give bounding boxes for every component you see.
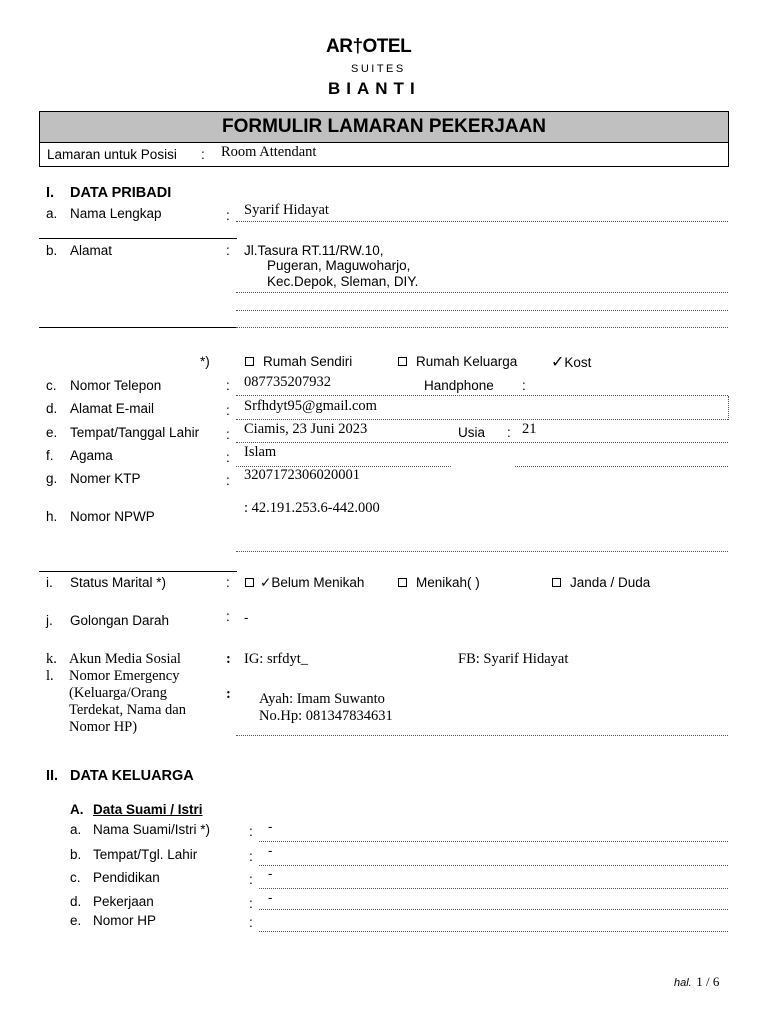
address-line [236, 292, 728, 293]
blood-colon: : [226, 609, 230, 624]
age-value[interactable]: 21 [522, 421, 537, 437]
spouse-row-letter: e. [70, 913, 82, 928]
birth-line [236, 442, 728, 443]
spouse-row-colon: : [249, 849, 253, 864]
phone-colon: : [226, 378, 230, 393]
ktp-colon: : [226, 473, 230, 488]
address-colon: : [226, 243, 230, 258]
npwp-letter: h. [46, 509, 58, 524]
position-value[interactable]: Room Attendant [221, 144, 317, 160]
residence-option-own[interactable] [245, 354, 352, 369]
spouse-row-line [259, 841, 728, 842]
ktp-label: Nomer KTP [70, 471, 141, 486]
phone-line [236, 395, 728, 396]
check-icon: ✓ [260, 575, 272, 590]
marital-option-widowed[interactable] [552, 575, 650, 590]
spouse-row-label: Pekerjaan [93, 894, 154, 909]
marital-widowed-label: Janda / Duda [570, 575, 651, 590]
spouse-row-letter: a. [70, 822, 82, 837]
form-title: FORMULIR LAMARAN PEKERJAAN [221, 116, 547, 137]
marital-married-label: Menikah( ) [416, 575, 480, 590]
section-1-title: DATA PRIBADI [70, 185, 172, 201]
spouse-row-value[interactable]: - [268, 866, 273, 881]
emergency-colon: : [226, 686, 231, 702]
npwp-label: Nomor NPWP [70, 509, 155, 524]
position-label: Lamaran untuk Posisi [47, 147, 177, 162]
spouse-row-value[interactable]: - [268, 843, 273, 858]
spouse-row-label: Nomor HP [93, 913, 157, 928]
checkbox-icon[interactable] [245, 578, 254, 587]
section-2-number: II. [46, 768, 59, 784]
address-line2[interactable]: Pugeran, Maguwoharjo, [267, 258, 411, 273]
social-fb[interactable]: FB: Syarif Hidayat [458, 651, 569, 667]
handphone-colon: : [522, 378, 526, 393]
marital-colon: : [226, 575, 230, 590]
logo-bianti: BIANTI [328, 79, 421, 98]
address-line [236, 310, 728, 311]
age-label: Usia [458, 425, 486, 440]
address-line3[interactable]: Kec.Depok, Sleman, DIY. [267, 274, 419, 289]
section-2-title: DATA KELUARGA [70, 768, 194, 784]
handphone-label: Handphone [424, 378, 494, 393]
blood-value[interactable]: - [244, 610, 249, 625]
spouse-row-value[interactable]: - [268, 819, 273, 834]
phone-label: Nomor Telepon [70, 378, 162, 393]
religion-line-right [515, 466, 728, 467]
email-line [236, 419, 728, 420]
logo-artotel: AR†OTEL [326, 36, 412, 57]
spouse-row-label: Tempat/Tgl. Lahir [93, 847, 198, 862]
religion-label: Agama [70, 448, 113, 463]
checkbox-icon[interactable] [552, 578, 561, 587]
residence-option-kost[interactable] [551, 352, 591, 372]
phone-value[interactable]: 087735207932 [244, 374, 331, 390]
spouse-row-letter: c. [70, 870, 81, 885]
birth-colon: : [226, 427, 230, 442]
page-number: 1 / 6 [696, 974, 720, 989]
emergency-value-line1[interactable]: Ayah: Imam Suwanto [259, 691, 385, 707]
emergency-letter: l. [46, 668, 54, 684]
spouse-row-value[interactable]: - [268, 890, 273, 905]
divider [39, 327, 237, 328]
name-line [236, 221, 728, 222]
birth-letter: e. [46, 425, 58, 440]
page-hal-label: hal. [674, 977, 692, 989]
divider [39, 238, 237, 239]
ktp-value[interactable]: 3207172306020001 [244, 467, 360, 483]
emergency-label-line4: Nomor HP) [69, 719, 138, 735]
marital-single-label: Belum Menikah [271, 575, 365, 590]
spouse-row-line [259, 865, 728, 866]
spouse-row-line [259, 909, 728, 910]
spouse-row-label: Pendidikan [93, 870, 160, 885]
birth-value[interactable]: Ciamis, 23 Juni 2023 [244, 421, 368, 437]
spouse-row-label: Nama Suami/Istri *) [93, 822, 211, 837]
residence-option-family[interactable] [398, 354, 517, 369]
name-label: Nama Lengkap [70, 206, 162, 221]
blood-letter: j. [46, 613, 53, 628]
address-line1[interactable]: Jl.Tasura RT.11/RW.10, [244, 243, 384, 258]
birth-label: Tempat/Tanggal Lahir [70, 425, 200, 440]
subsection-title: Data Suami / Istri [93, 802, 203, 817]
address-line [236, 327, 728, 328]
social-label: Akun Media Sosial [69, 651, 181, 667]
religion-letter: f. [46, 448, 54, 463]
name-letter: a. [46, 206, 58, 221]
religion-colon: : [226, 450, 230, 465]
residence-kost-label: Kost [564, 355, 592, 370]
emergency-label-line3: Terdekat, Nama dan [69, 702, 186, 718]
age-colon: : [507, 425, 511, 440]
spouse-row-letter: b. [70, 847, 82, 862]
residence-marker: *) [200, 354, 210, 369]
form-title-box [39, 111, 729, 143]
spouse-row-colon: : [249, 872, 253, 887]
residence-family-label: Rumah Keluarga [416, 354, 518, 369]
npwp-line [236, 551, 728, 552]
check-icon: ✓ [551, 354, 565, 371]
emergency-line [236, 735, 728, 736]
emergency-label-line1: Nomor Emergency [69, 668, 180, 684]
spouse-row-colon: : [249, 824, 253, 839]
checkbox-icon[interactable] [245, 357, 254, 366]
name-value[interactable]: Syarif Hidayat [244, 202, 329, 218]
marital-option-married[interactable] [398, 575, 480, 590]
spouse-row-line [259, 888, 728, 889]
position-colon: : [201, 147, 205, 162]
page-footer [674, 973, 719, 991]
ktp-letter: g. [46, 471, 58, 486]
address-label: Alamat [70, 243, 113, 258]
spouse-row-colon: : [249, 915, 253, 930]
email-colon: : [226, 403, 230, 418]
spouse-row-line [259, 931, 728, 932]
social-letter: k. [46, 651, 57, 667]
social-colon: : [226, 651, 231, 667]
section-1-number: I. [46, 185, 55, 201]
email-letter: d. [46, 401, 58, 416]
phone-letter: c. [46, 378, 57, 393]
email-label: Alamat E-mail [70, 401, 155, 416]
divider [39, 571, 237, 572]
emergency-label-line2: (Keluarga/Orang [69, 685, 167, 701]
address-letter: b. [46, 243, 58, 258]
religion-value[interactable]: Islam [244, 444, 277, 460]
spouse-row-letter: d. [70, 894, 82, 909]
logo-suites: SUITES [351, 63, 406, 75]
checkbox-icon[interactable] [398, 357, 407, 366]
emergency-value-line2[interactable]: No.Hp: 081347834631 [259, 708, 393, 724]
email-box-edge [728, 396, 729, 420]
spouse-row-colon: : [249, 896, 253, 911]
subsection-letter: A. [70, 802, 84, 817]
name-colon: : [226, 208, 230, 223]
marital-letter: i. [46, 575, 53, 590]
social-ig[interactable]: IG: srfdyt_ [244, 651, 309, 667]
marital-option-single[interactable] [245, 575, 364, 591]
checkbox-icon[interactable] [398, 578, 407, 587]
blood-label: Golongan Darah [70, 613, 170, 628]
marital-label: Status Marital *) [70, 575, 167, 590]
npwp-value[interactable]: : 42.191.253.6-442.000 [244, 500, 380, 516]
email-value[interactable]: Srfhdyt95@gmail.com [244, 398, 377, 414]
residence-own-label: Rumah Sendiri [263, 354, 353, 369]
